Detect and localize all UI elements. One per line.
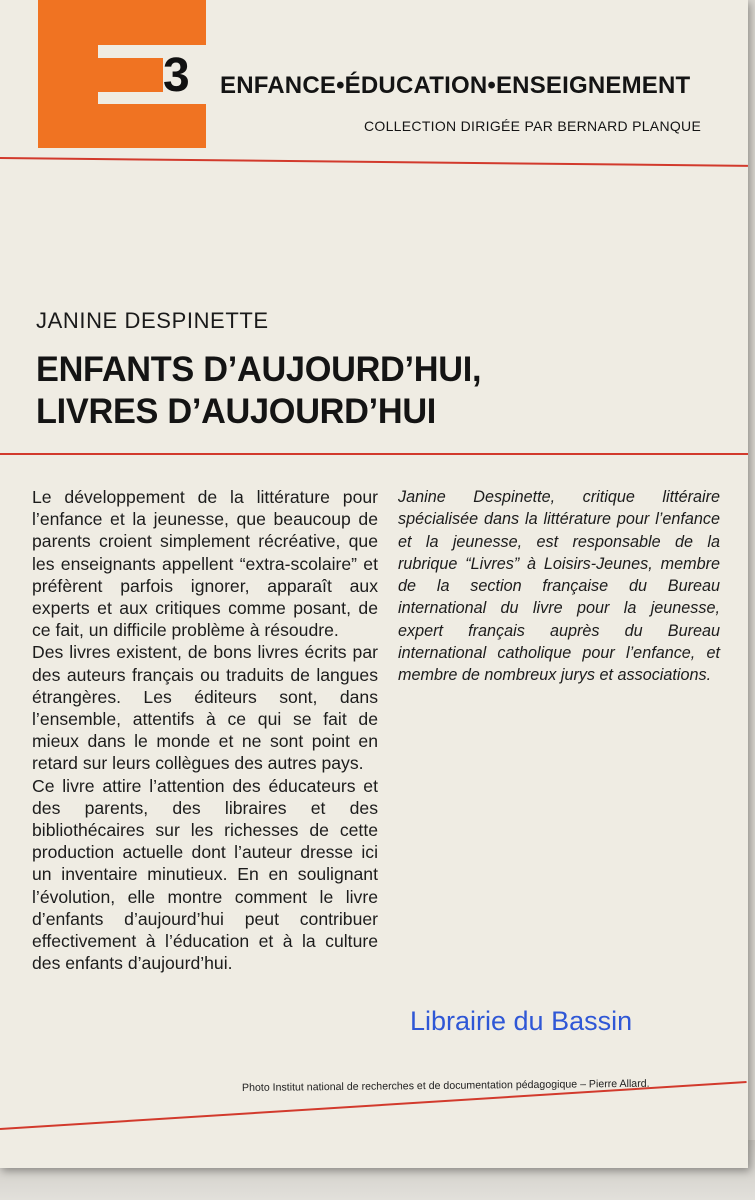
top-rule	[0, 157, 748, 167]
blurb-paragraph-3: Ce livre attire l’attention des éducateurs et des parents, des libraires et des bibliothécaires sur les richesses de cette production actuelle dont l’auteur dresse ici un inventaire minutieux. En en soulignant l’évolution, elle montre comment le livre d’enfants d’aujourd’hui peut contribuer effectivement à l’éducation et à la culture des enfants d’aujourd’hui.	[32, 775, 378, 974]
book-title-line-2: LIVRES D’AUJOURD’HUI	[36, 392, 437, 431]
logo-digit: 3	[163, 49, 190, 102]
blurb-paragraph-1: Le développement de la littérature pour l’enfance et la jeunesse, que beaucoup de parents croient simplement récréative, que les enseignants appellent “extra-scolaire” et préfèrent parfois ignorer, apparaît aux experts et aux critiques comme posant, de ce fait, un difficile problème à résoudre.	[32, 487, 378, 641]
photo-credit: Photo Institut national de recherches et de documentation pédagogique – Pierre Allard.	[241, 1077, 650, 1094]
middle-rule	[0, 453, 748, 455]
bookseller-stamp: Librairie du Bassin	[410, 1006, 633, 1036]
blurb-column	[32, 486, 378, 974]
blurb-paragraph-2: Des livres existent, de bons livres écrits par des auteurs français ou traduits de langues étrangères. Les éditeurs sont, dans l’ensemble, attentifs à ce qui se fait de mieux dans le monde et ne sont point en retard sur leurs collègues des autres pays.	[32, 642, 378, 774]
author-name: JANINE DESPINETTE	[36, 308, 269, 333]
series-subtitle: COLLECTION DIRIGÉE PAR BERNARD PLANQUE	[364, 118, 702, 134]
author-bio: Janine Despinette, critique littéraire spécialisée dans la littérature pour l’enfance et la jeunesse, est responsable de la rubrique “Livres” à Loisirs-Jeunes, membre de la section française du Bureau international du livre pour la jeunesse, expert français auprès du Bureau international catholique pour l’enfance, et membre de nombreux jurys et associations.	[398, 488, 720, 685]
author-bio-column	[398, 486, 720, 687]
book-title-line-1: ENFANTS D’AUJOURD’HUI,	[36, 350, 482, 389]
series-title: ENFANCE•ÉDUCATION•ENSEIGNEMENT	[220, 72, 691, 99]
